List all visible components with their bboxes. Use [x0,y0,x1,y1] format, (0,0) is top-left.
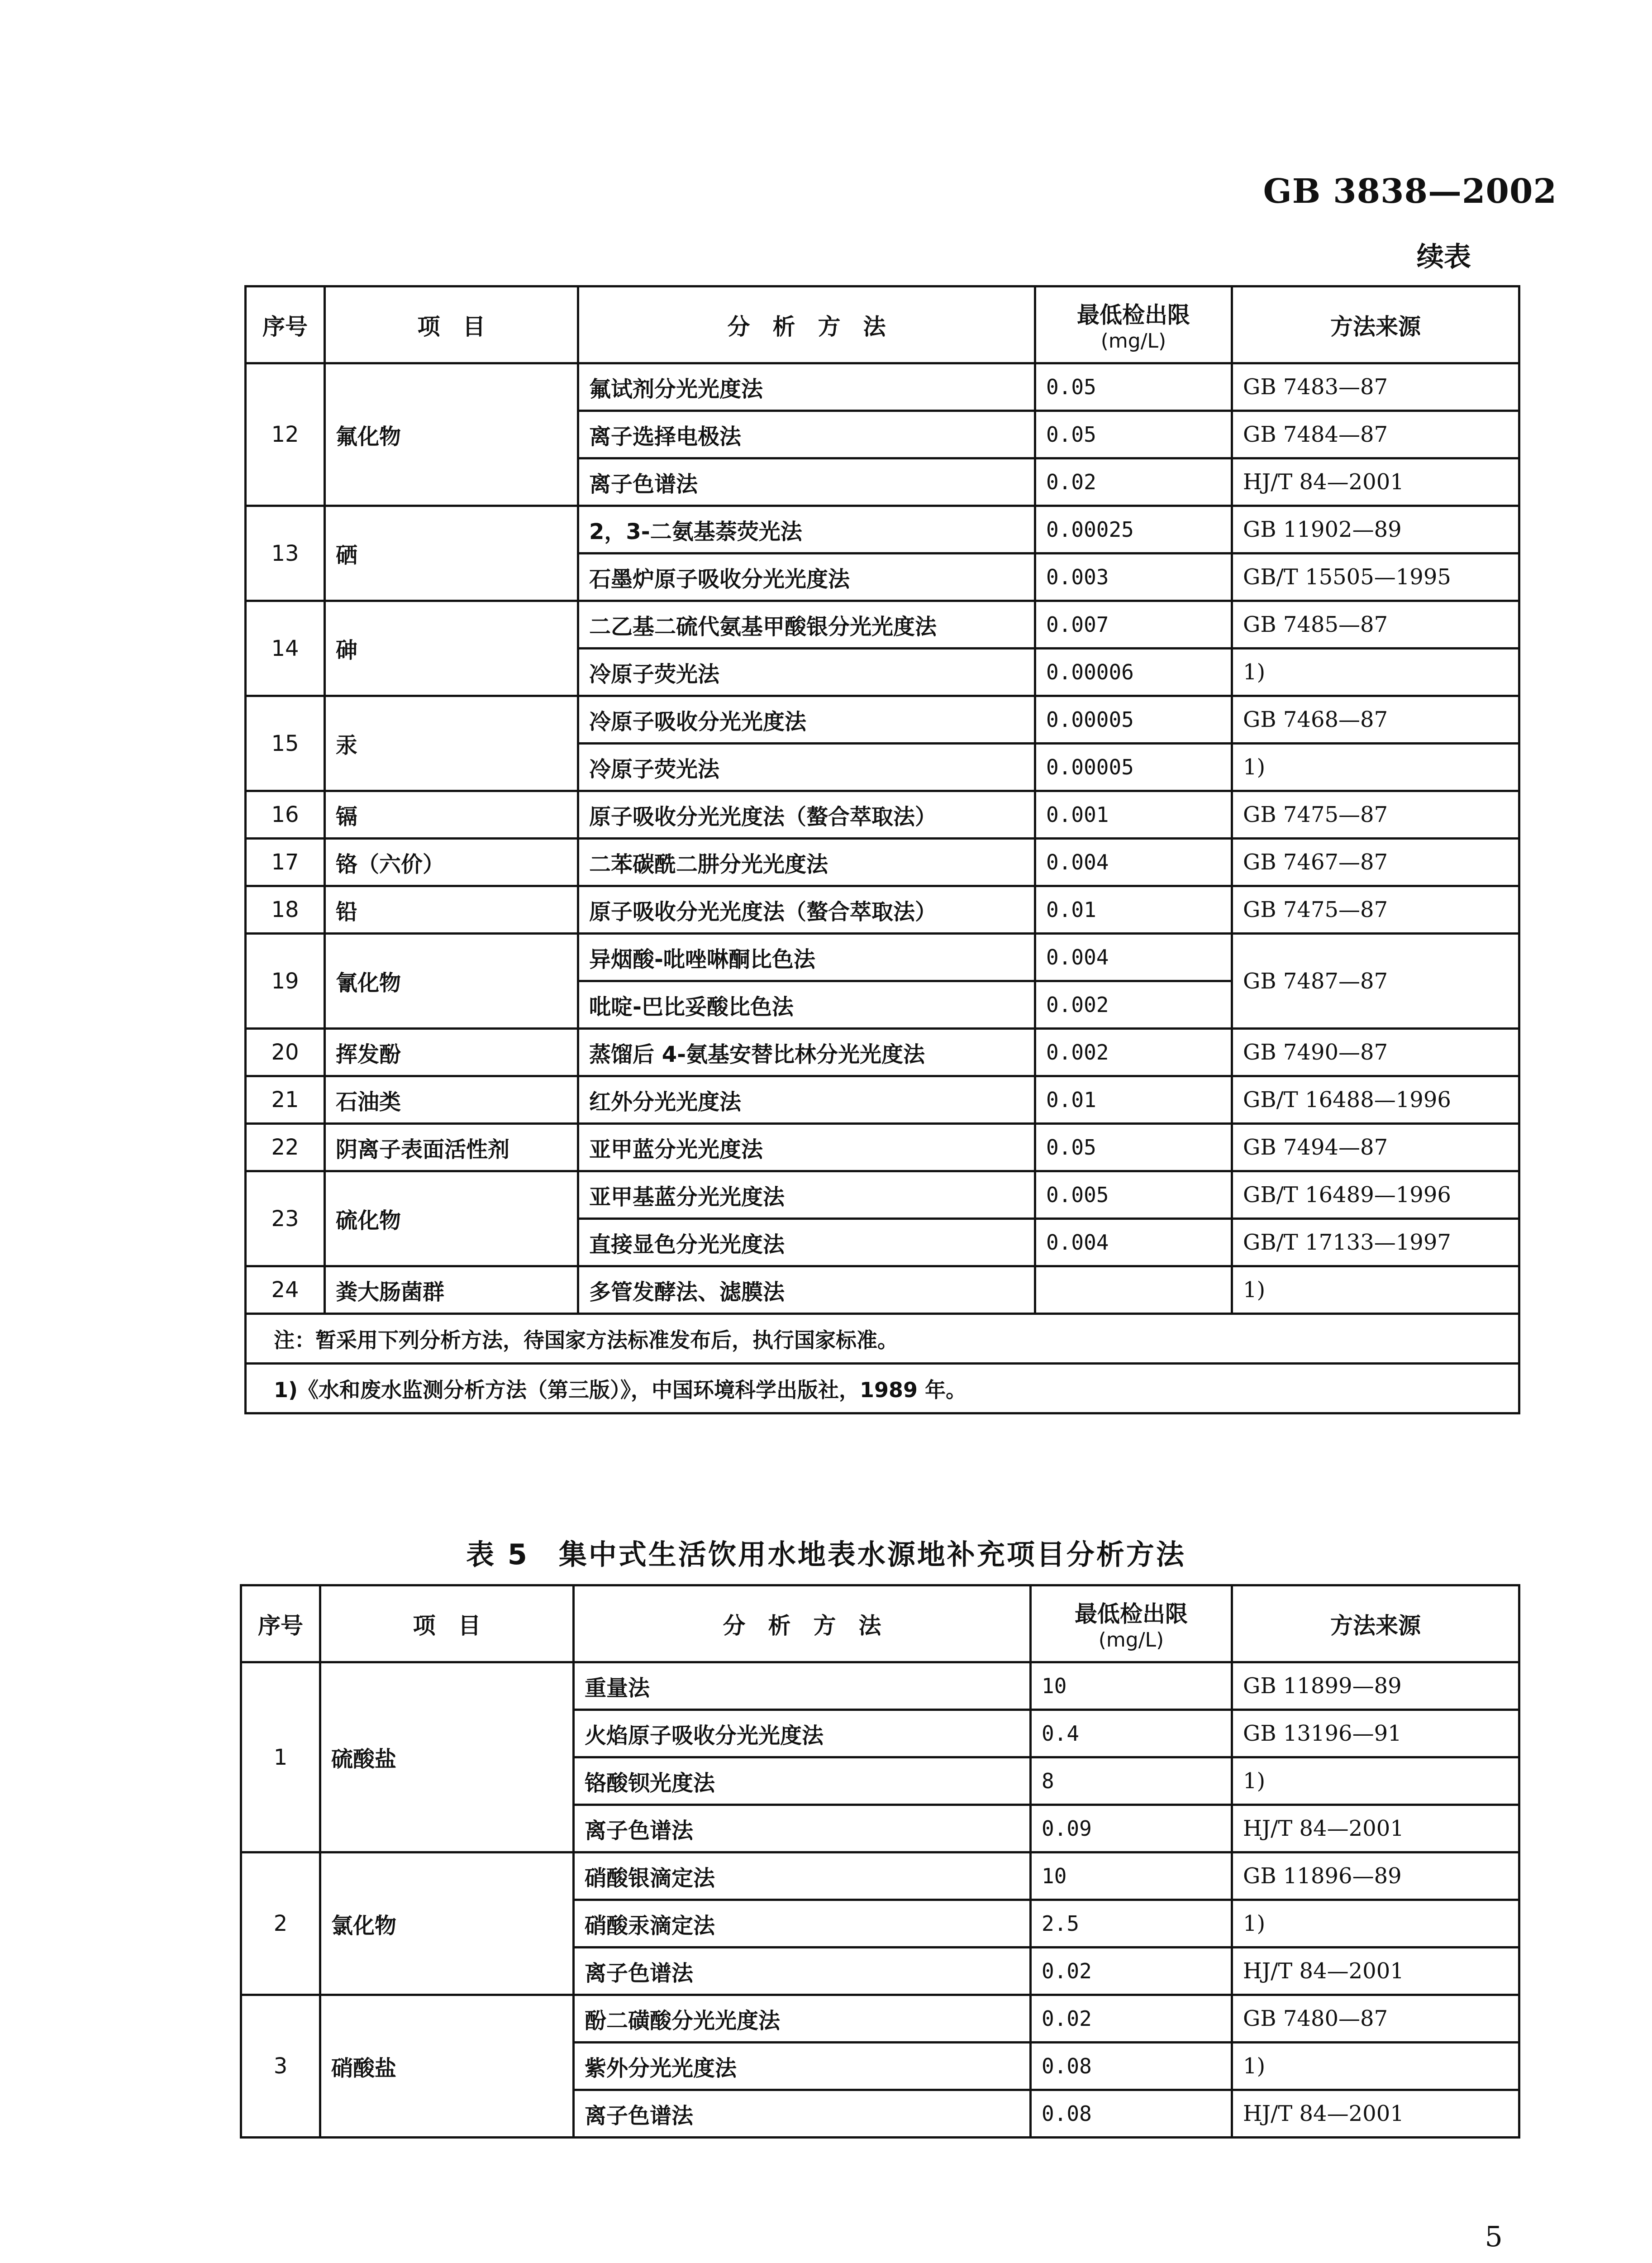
method-source-cell: GB/T 15505—1995 [1232,554,1519,601]
row-number: 20 [246,1029,325,1076]
col-header-source: 方法来源 [1232,286,1519,363]
item-name: 硒 [325,506,578,601]
detection-limit-cell: 0.00005 [1035,696,1232,744]
method-source-cell: GB 7468—87 [1232,696,1519,744]
detection-limit-cell: 0.004 [1035,934,1232,981]
col-header-no: 序号 [246,286,325,363]
item-name: 氯化物 [320,1852,574,1995]
method-cell: 石墨炉原子吸收分光光度法 [578,554,1035,601]
method-source-cell: 1) [1232,744,1519,791]
method-source-cell: GB 11896—89 [1232,1852,1519,1900]
detection-limit-cell: 0.01 [1035,1076,1232,1124]
item-name: 挥发酚 [325,1029,578,1076]
item-name: 铅 [325,886,578,934]
item-name: 砷 [325,601,578,696]
detection-limit-cell: 0.002 [1035,1029,1232,1076]
detection-limit-cell: 0.02 [1035,458,1232,506]
method-source-cell: GB 11899—89 [1232,1662,1519,1710]
method-source-cell: 1) [1232,1266,1519,1314]
detection-limit-cell: 0.08 [1031,2043,1232,2090]
table-row [246,696,1519,744]
document-code: GB 3838—2002 [1263,172,1557,211]
detection-limit-cell: 0.001 [1035,791,1232,839]
method-source-cell: GB/T 16488—1996 [1232,1076,1519,1124]
method-cell: 离子色谱法 [574,1948,1031,1995]
method-source-cell: 1) [1232,649,1519,696]
detection-limit-cell: 0.05 [1035,363,1232,411]
method-cell: 铬酸钡光度法 [574,1757,1031,1805]
col-header-method: 分 析 方 法 [578,286,1035,363]
limit-header-label: 最低检出限 [1075,1601,1188,1627]
detection-limit-cell: 0.00006 [1035,649,1232,696]
row-number: 24 [246,1266,325,1314]
detection-limit-cell: 0.00025 [1035,506,1232,554]
item-name: 汞 [325,696,578,791]
method-source-cell: HJ/T 84—2001 [1232,2090,1519,2138]
item-name: 氟化物 [325,363,578,506]
method-cell: 氟试剂分光光度法 [578,363,1035,411]
row-number: 16 [246,791,325,839]
detection-limit-cell: 2.5 [1031,1900,1232,1948]
detection-limit-cell: 0.004 [1035,1219,1232,1266]
col-header-limit [1035,286,1232,363]
table-row [246,506,1519,554]
method-source-cell: GB 13196—91 [1232,1710,1519,1757]
detection-limit-cell: 10 [1031,1662,1232,1710]
row-number: 15 [246,696,325,791]
table-row [246,791,1519,839]
limit-header-label: 最低检出限 [1077,302,1190,328]
method-cell: 离子色谱法 [578,458,1035,506]
detection-limit-cell: 0.004 [1035,839,1232,886]
method-cell: 原子吸收分光光度法（螯合萃取法） [578,791,1035,839]
method-source-cell: HJ/T 84—2001 [1232,1805,1519,1852]
method-cell: 多管发酵法、滤膜法 [578,1266,1035,1314]
method-cell: 红外分光光度法 [578,1076,1035,1124]
detection-limit-cell: 0.05 [1035,1124,1232,1171]
method-cell: 2，3-二氨基萘荧光法 [578,506,1035,554]
col-header-limit [1031,1585,1232,1662]
detection-limit-cell: 10 [1031,1852,1232,1900]
detection-limit-cell: 0.01 [1035,886,1232,934]
method-cell: 冷原子吸收分光光度法 [578,696,1035,744]
note-line-1: 注：暂采用下列分析方法，待国家方法标准发布后，执行国家标准。 [246,1314,1519,1364]
method-source-cell: GB 7484—87 [1232,411,1519,458]
note-row [246,1364,1519,1413]
detection-limit-cell [1035,1266,1232,1314]
row-number: 18 [246,886,325,934]
table-row [246,1076,1519,1124]
method-source-cell: GB/T 17133—1997 [1232,1219,1519,1266]
table-header-row [241,1585,1519,1662]
method-cell: 二乙基二硫代氨基甲酸银分光光度法 [578,601,1035,649]
table-row [241,1662,1519,1710]
col-header-no: 序号 [241,1585,320,1662]
item-name: 硝酸盐 [320,1995,574,2138]
method-source-cell: 1) [1232,1757,1519,1805]
method-source-cell: GB 7494—87 [1232,1124,1519,1171]
item-name: 阴离子表面活性剂 [325,1124,578,1171]
row-number: 1 [241,1662,320,1852]
method-cell: 二苯碳酰二肼分光光度法 [578,839,1035,886]
method-source-cell: GB/T 16489—1996 [1232,1171,1519,1219]
row-number: 21 [246,1076,325,1124]
method-source-cell: GB 7480—87 [1232,1995,1519,2043]
item-name: 粪大肠菌群 [325,1266,578,1314]
method-cell: 离子色谱法 [574,2090,1031,2138]
detection-limit-cell: 0.003 [1035,554,1232,601]
limit-header-unit: (mg/L) [1098,1628,1164,1652]
item-name: 镉 [325,791,578,839]
table-body [246,363,1519,1314]
detection-limit-cell: 0.05 [1035,411,1232,458]
table-row [246,1124,1519,1171]
detection-limit-cell: 0.005 [1035,1171,1232,1219]
item-name: 氰化物 [325,934,578,1029]
table-row [241,1852,1519,1900]
item-name: 石油类 [325,1076,578,1124]
row-number: 3 [241,1995,320,2138]
row-number: 17 [246,839,325,886]
method-source-cell: GB 7467—87 [1232,839,1519,886]
method-source-cell: GB 11902—89 [1232,506,1519,554]
detection-limit-cell: 0.007 [1035,601,1232,649]
method-source-cell: 1) [1232,2043,1519,2090]
analysis-methods-table-continued [244,285,1520,1414]
method-cell: 蒸馏后 4-氨基安替比林分光光度法 [578,1029,1035,1076]
col-header-method: 分 析 方 法 [574,1585,1031,1662]
col-header-item: 项 目 [325,286,578,363]
row-number: 22 [246,1124,325,1171]
item-name: 硫化物 [325,1171,578,1266]
detection-limit-cell: 8 [1031,1757,1232,1805]
supplementary-methods-table [240,1584,1520,2139]
row-number: 14 [246,601,325,696]
note-line-2: 1)《水和废水监测分析方法（第三版）》，中国环境科学出版社，1989 年。 [246,1364,1519,1413]
table5-title: 表 5 集中式生活饮用水地表水源地补充项目分析方法 [466,1538,1186,1571]
table-row [246,886,1519,934]
table-row [246,363,1519,411]
table-row [246,601,1519,649]
method-cell: 硝酸汞滴定法 [574,1900,1031,1948]
method-cell: 冷原子荧光法 [578,744,1035,791]
note-row [246,1314,1519,1364]
method-cell: 亚甲基蓝分光光度法 [578,1171,1035,1219]
row-number: 2 [241,1852,320,1995]
method-source-cell: GB 7490—87 [1232,1029,1519,1076]
method-source-cell: GB 7487—87 [1232,934,1519,1029]
method-cell: 原子吸收分光光度法（螯合萃取法） [578,886,1035,934]
table-row [246,1171,1519,1219]
method-source-cell: HJ/T 84—2001 [1232,1948,1519,1995]
detection-limit-cell: 0.00005 [1035,744,1232,791]
continued-label: 续表 [1417,241,1471,273]
method-cell: 紫外分光光度法 [574,2043,1031,2090]
method-cell: 亚甲蓝分光光度法 [578,1124,1035,1171]
method-cell: 冷原子荧光法 [578,649,1035,696]
method-cell: 火焰原子吸收分光光度法 [574,1710,1031,1757]
col-header-source: 方法来源 [1232,1585,1519,1662]
method-source-cell: GB 7475—87 [1232,886,1519,934]
method-cell: 离子色谱法 [574,1805,1031,1852]
row-number: 19 [246,934,325,1029]
method-cell: 吡啶-巴比妥酸比色法 [578,981,1035,1029]
method-cell: 重量法 [574,1662,1031,1710]
table-row [246,839,1519,886]
method-cell: 酚二磺酸分光光度法 [574,1995,1031,2043]
row-number: 23 [246,1171,325,1266]
table-row [246,1266,1519,1314]
page-number: 5 [1485,2220,1503,2253]
detection-limit-cell: 0.4 [1031,1710,1232,1757]
method-source-cell: 1) [1232,1900,1519,1948]
method-source-cell: HJ/T 84—2001 [1232,458,1519,506]
method-source-cell: GB 7485—87 [1232,601,1519,649]
method-cell: 直接显色分光光度法 [578,1219,1035,1266]
row-number: 13 [246,506,325,601]
method-cell: 异烟酸-吡唑啉酮比色法 [578,934,1035,981]
table-row [246,1029,1519,1076]
col-header-item: 项 目 [320,1585,574,1662]
item-name: 铬（六价） [325,839,578,886]
detection-limit-cell: 0.08 [1031,2090,1232,2138]
item-name: 硫酸盐 [320,1662,574,1852]
method-source-cell: GB 7483—87 [1232,363,1519,411]
detection-limit-cell: 0.02 [1031,1995,1232,2043]
detection-limit-cell: 0.09 [1031,1805,1232,1852]
limit-header-unit: (mg/L) [1100,329,1166,353]
detection-limit-cell: 0.002 [1035,981,1232,1029]
method-source-cell: GB 7475—87 [1232,791,1519,839]
method-cell: 离子选择电极法 [578,411,1035,458]
method-cell: 硝酸银滴定法 [574,1852,1031,1900]
table-row [246,934,1519,981]
table-header-row [246,286,1519,363]
detection-limit-cell: 0.02 [1031,1948,1232,1995]
table-row [241,1995,1519,2043]
row-number: 12 [246,363,325,506]
table-body [241,1662,1519,2138]
